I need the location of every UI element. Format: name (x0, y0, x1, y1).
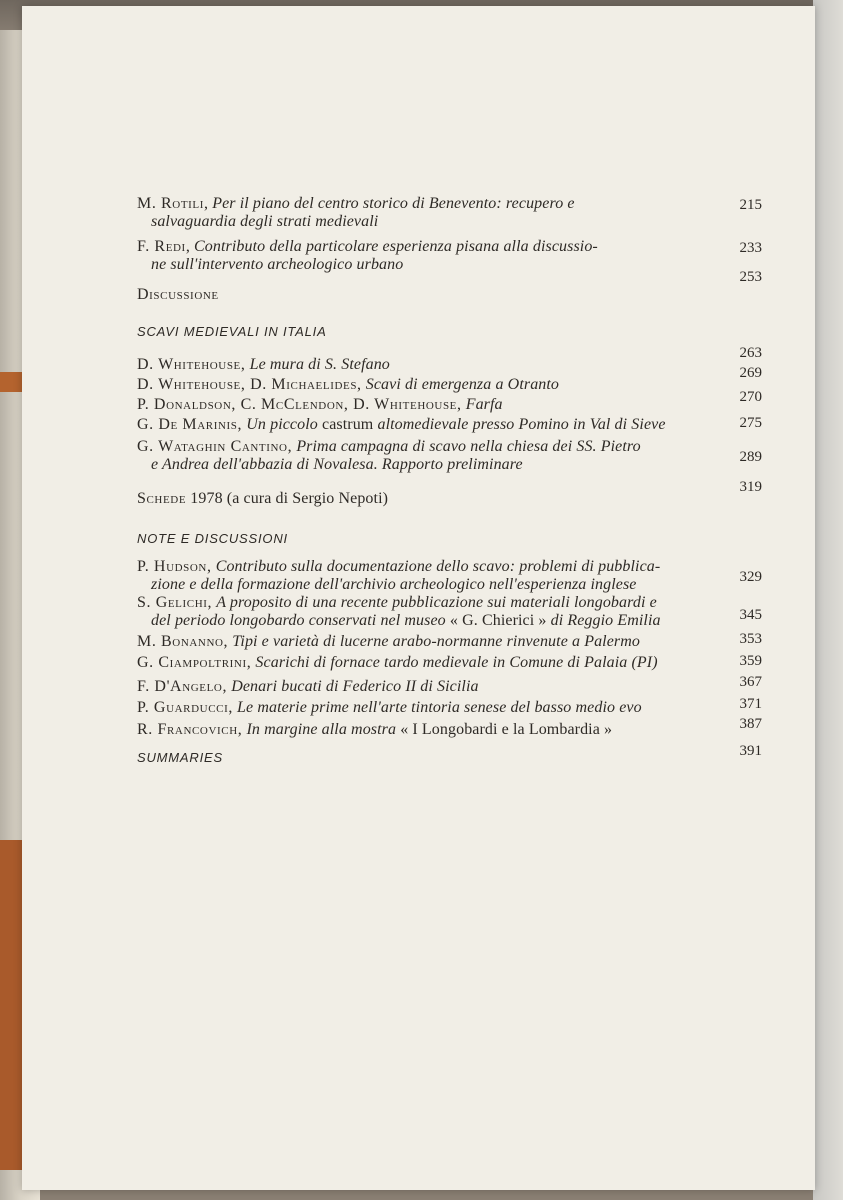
section-heading-summaries: SUMMARIES (137, 750, 223, 765)
entry-title-plain: « G. Chierici » (449, 612, 547, 629)
entry-label: Discussione (137, 286, 219, 303)
entry-page: 359 (739, 653, 762, 669)
toc-entry-whitehouse-otranto (137, 376, 697, 394)
entry-title: Le mura di S. Stefano (249, 356, 390, 373)
entry-title: Prima campagna di scavo nella chiesa dei SS. Pietro (296, 438, 641, 455)
entry-title: Denari bucati di Federico II di Sicilia (231, 678, 479, 695)
toc-entry-gelichi (137, 594, 697, 630)
page-edge (813, 0, 843, 1200)
entry-title-cont: zione e della formazione dell'archivio archeologico nell'esperienza inglese (151, 576, 637, 593)
toc-entry-redi: F. Redi, Contributo della particolare esperienza pisana alla discussio- ne sull'intervento archeologico urbano (137, 238, 697, 274)
entry-author: P. Donaldson, C. McClendon, D. Whitehouse, (137, 396, 462, 413)
entry-page: 275 (739, 415, 762, 431)
entry-author: P. Guarducci, (137, 699, 233, 716)
toc-entry-de-marinis (137, 416, 697, 434)
entry-author: G. Wataghin Cantino, (137, 438, 293, 455)
entry-page: 319 (739, 479, 762, 495)
section-heading-note: NOTE E DISCUSSIONI (137, 531, 288, 546)
toc-page (22, 6, 815, 1190)
entry-title-cont: ne sull'intervento archeologico urbano (151, 256, 404, 273)
entry-title-cont: salvaguardia degli strati medievali (151, 213, 379, 230)
toc-entry-schede (137, 490, 697, 508)
entry-label: Schede (137, 490, 187, 507)
entry-author: F. D'Angelo, (137, 678, 228, 695)
entry-author: S. Gelichi, (137, 594, 213, 611)
toc-entry-wataghin (137, 438, 697, 474)
entry-page: 391 (739, 743, 762, 759)
toc-entry-hudson (137, 558, 697, 594)
toc-entry-farfa (137, 396, 697, 414)
section-heading-scavi: SCAVI MEDIEVALI IN ITALIA (137, 324, 327, 339)
entry-page: 329 (739, 569, 762, 585)
entry-page: 263 (739, 345, 762, 361)
entry-title: Tipi e varietà di lucerne arabo-normanne rinvenute a Palermo (232, 633, 640, 650)
entry-page: 233 (739, 240, 762, 256)
entry-title: Scavi di emergenza a Otranto (365, 376, 560, 393)
entry-title-plain: « I Longobardi e la Lombardia » (400, 721, 613, 738)
entry-title: In margine alla mostra (246, 721, 397, 738)
entry-title: Farfa (465, 396, 503, 413)
entry-title: A proposito di una recente pubblicazione sui materiali longobardi e (216, 594, 657, 611)
entry-text: 1978 (a cura di Sergio Nepoti) (190, 490, 389, 507)
entry-author: M. Bonanno, (137, 633, 229, 650)
entry-page: 353 (739, 631, 762, 647)
entry-title: Scarichi di fornace tardo medievale in Comune di Palaia (PI) (255, 654, 658, 671)
entry-page: 215 (739, 197, 762, 213)
entry-title-cont: del periodo longobardo conservati nel museo (151, 612, 446, 629)
entry-author: D. Whitehouse, (137, 356, 246, 373)
entry-author: R. Francovich, (137, 721, 243, 738)
entry-author: F. Redi (137, 238, 186, 255)
entry-title-cont: di Reggio Emilia (550, 612, 661, 629)
entry-author: M. Rotili (137, 195, 205, 212)
entry-page: 367 (739, 674, 762, 690)
toc-entry-dangelo (137, 678, 697, 696)
entry-title: Per il piano del centro storico di Benevento: recupero e (212, 195, 575, 212)
toc-entry-francovich (137, 721, 697, 739)
toc-entry-ciampoltrini (137, 654, 697, 672)
entry-title-plain: castrum (322, 416, 374, 433)
entry-author: G. De Marinis, (137, 416, 243, 433)
entry-page: 270 (739, 389, 762, 405)
entry-page: 371 (739, 696, 762, 712)
entry-page: 345 (739, 607, 762, 623)
entry-title: Contributo sulla documentazione dello scavo: problemi di pubblica- (215, 558, 661, 575)
entry-author: P. Hudson, (137, 558, 212, 575)
toc-entry-discussione (137, 286, 697, 304)
entry-page: 289 (739, 449, 762, 465)
entry-author: D. Whitehouse, D. Michaelides, (137, 376, 362, 393)
toc-entry-whitehouse-mura (137, 356, 697, 374)
entry-page: 253 (739, 269, 762, 285)
entry-author: G. Ciampoltrini, (137, 654, 252, 671)
entry-page: 269 (739, 365, 762, 381)
toc-entry-rotili: M. Rotili, Per il piano del centro storico di Benevento: recupero e salvaguardia degli strati medievali (137, 195, 697, 231)
entry-title: altomedievale presso Pomino in Val di Sieve (377, 416, 666, 433)
entry-title: Un piccolo (246, 416, 318, 433)
entry-page: 387 (739, 716, 762, 732)
toc-entry-bonanno (137, 633, 697, 651)
entry-title-cont: e Andrea dell'abbazia di Novalesa. Rapporto preliminare (151, 456, 523, 473)
toc-entry-guarducci (137, 699, 697, 717)
entry-title: Contributo della particolare esperienza pisana alla discussio- (194, 238, 598, 255)
entry-title: Le materie prime nell'arte tintoria senese del basso medio evo (237, 699, 642, 716)
